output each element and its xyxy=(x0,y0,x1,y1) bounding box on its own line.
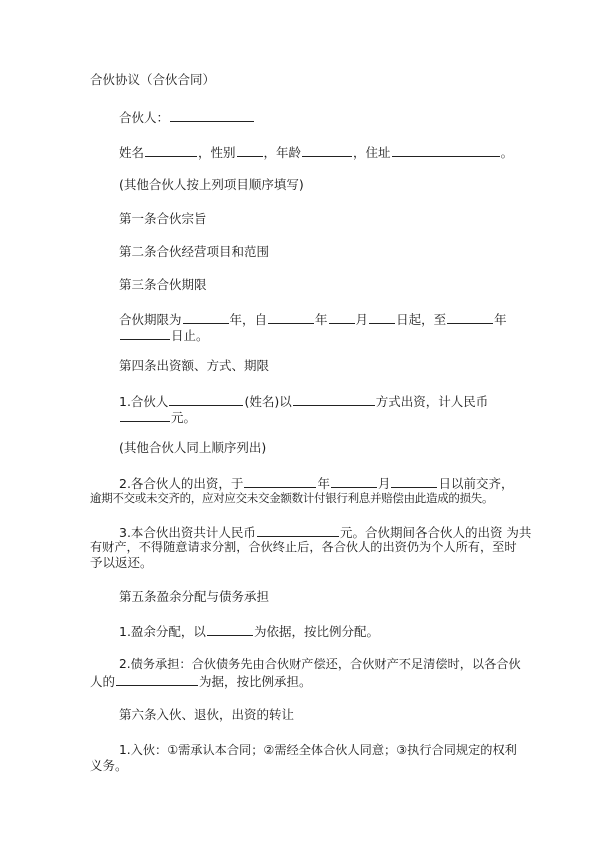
item-1-amount-blank[interactable] xyxy=(120,408,170,422)
item-2-line-2: 逾期不交或未交齐的，应对应交未交金额数计付银行利息并赔偿由此造成的损失。 xyxy=(90,491,494,505)
note-others-fill: (其他合伙人按上列项目顺序填写) xyxy=(119,177,304,192)
end-day-label: 日止。 xyxy=(171,328,209,343)
partner-label: 合伙人： xyxy=(119,110,170,125)
info-line-end: 。 xyxy=(500,145,514,160)
item-3-intro: 3.本合伙出资共计人民币 xyxy=(119,525,256,540)
end-year-blank[interactable] xyxy=(447,310,493,324)
start-day-label: 日起，至 xyxy=(396,312,447,327)
age-blank[interactable] xyxy=(302,143,352,157)
name-label: 姓名 xyxy=(119,145,145,160)
item-2-intro: 2.各合伙人的出资，于 xyxy=(119,476,244,491)
note-same-order: (其他合伙人同上顺序列出) xyxy=(119,440,267,455)
debt-rest: 为据，按比例承担。 xyxy=(199,674,312,689)
profit-basis-blank[interactable] xyxy=(207,622,253,636)
start-year-label: 年 xyxy=(315,312,328,327)
partner-info-line xyxy=(119,143,513,161)
document-title: 合伙协议（合伙合同） xyxy=(90,72,216,87)
term-years-blank[interactable] xyxy=(183,310,229,324)
end-year-label: 年 xyxy=(494,312,507,327)
start-month-label: 月 xyxy=(355,312,369,327)
start-month-blank[interactable] xyxy=(329,310,355,324)
age-label: ，年龄 xyxy=(263,145,302,160)
item-1-name-label: (姓名)以 xyxy=(244,394,292,409)
item-2-month-label: 月 xyxy=(377,476,391,491)
item-1-name-blank[interactable] xyxy=(169,392,243,406)
item-1-method-blank[interactable] xyxy=(293,392,375,406)
join-line-2: 义务。 xyxy=(90,758,128,773)
item-3-rest: 元。合伙期间各合伙人的出资 为共 xyxy=(339,525,532,540)
article-3-heading: 第三条合伙期限 xyxy=(119,277,207,292)
debt-line-2 xyxy=(90,672,312,690)
join-line-1: 1.入伙：①需承认本合同；②需经全体合伙人同意；③执行合同规定的权利 xyxy=(119,743,517,757)
item-3-line-3: 予以返还。 xyxy=(90,555,153,570)
item-2-month-blank[interactable] xyxy=(331,474,377,488)
article-1-heading: 第一条合伙宗旨 xyxy=(119,211,207,226)
item-1-yuan: 元。 xyxy=(171,410,197,425)
item-2-year-blank[interactable] xyxy=(244,474,316,488)
profit-rest: 为依据，按比例分配。 xyxy=(253,624,379,639)
start-year-blank[interactable] xyxy=(268,310,314,324)
item-1-partner: 1.合伙人 xyxy=(119,394,169,409)
item-2-day-label: 日以前交齐， xyxy=(438,476,514,491)
address-label: ，住址 xyxy=(353,145,391,160)
article-2-heading: 第二条合伙经营项目和范围 xyxy=(119,244,270,259)
article-4-heading: 第四条出资额、方式、期限 xyxy=(119,358,270,373)
partner-line xyxy=(119,108,255,126)
debt-basis-blank[interactable] xyxy=(116,672,198,686)
address-blank[interactable] xyxy=(392,143,500,157)
gender-blank[interactable] xyxy=(237,143,263,157)
item-3-line-2: 有财产，不得随意请求分割，合伙终止后，各合伙人的出资仍为个人所有，至时 xyxy=(90,540,517,554)
item-2-day-blank[interactable] xyxy=(391,474,437,488)
profit-intro: 1.盈余分配，以 xyxy=(119,624,206,639)
debt-line-1: 2.债务承担：合伙债务先由合伙财产偿还，合伙财产不足清偿时，以各合伙 xyxy=(119,657,521,671)
gender-label: ，性别 xyxy=(198,145,236,160)
term-intro: 合伙期限为 xyxy=(119,312,182,327)
profit-line xyxy=(119,622,379,640)
partner-blank[interactable] xyxy=(170,108,254,122)
article-6-heading: 第六条入伙、退伙，出资的转让 xyxy=(119,707,295,722)
start-day-blank[interactable] xyxy=(369,310,395,324)
end-date-blank[interactable] xyxy=(120,326,170,340)
item-1-method-label: 方式出资，计人民币 xyxy=(375,394,489,409)
item-2-year-label: 年 xyxy=(317,476,330,491)
item-1-line-2 xyxy=(119,408,196,426)
debt-prefix: 人的 xyxy=(90,674,116,689)
article-5-heading: 第五条盈余分配与债务承担 xyxy=(119,589,270,604)
name-blank[interactable] xyxy=(145,143,197,157)
term-year-label: 年，自 xyxy=(229,312,268,327)
item-3-amount-blank[interactable] xyxy=(257,523,339,537)
term-line-2 xyxy=(119,326,209,344)
